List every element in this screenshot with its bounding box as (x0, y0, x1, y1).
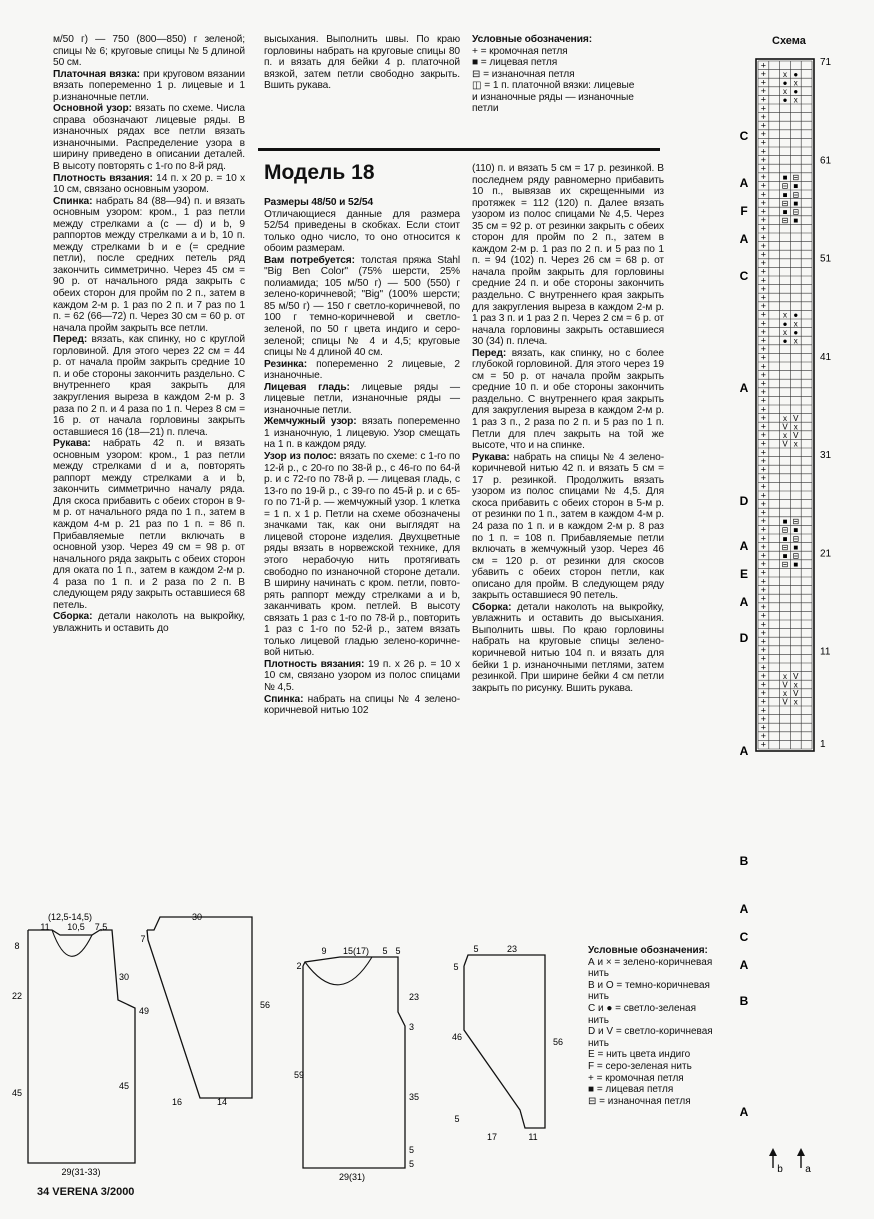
row-number: 61 (820, 155, 832, 167)
edge-stitch-mark: + (760, 163, 767, 174)
dimension-label: 49 (138, 1006, 150, 1016)
pattern-stitch-mark: ● (782, 95, 788, 105)
dimension-label: 45 (11, 1088, 23, 1098)
edge-stitch-mark: + (760, 653, 767, 664)
dimension-label: 46 (451, 1032, 463, 1042)
edge-stitch-mark: + (760, 240, 767, 251)
pattern-stitch-mark: ■ (782, 517, 788, 527)
pattern-stitch-mark: ⊟ (792, 207, 800, 217)
edge-stitch-mark: + (760, 705, 767, 716)
row-color-letter: A (739, 902, 749, 916)
pattern-stitch-mark: ● (782, 336, 788, 346)
dimension-label: 23 (506, 944, 518, 954)
edge-stitch-mark: + (760, 266, 767, 277)
edge-stitch-mark: + (760, 541, 767, 552)
row-color-letter: A (739, 232, 749, 246)
pattern-stitch-mark: ● (782, 319, 788, 329)
edge-stitch-mark: + (760, 533, 767, 544)
pattern-stitch-mark: x (783, 69, 787, 79)
row-color-letter: C (739, 129, 749, 143)
paragraph-text: вязать, как спинку, но с круглой горловиной. Для этого через 22 см = 44 р. от начала пройм закрыть средние 10 п. и обе стороны закончить раздельно. С внутреннего края закрыть для закругления выреза в каждом 2-м р. 3 раза по 2 п. и 4 раза по 1 п. Через 8 см = 16 р. от начала горловины закрыть оставшиеся 16 (18—21) п. плеча. (53, 334, 245, 438)
row-color-letter: A (739, 595, 749, 609)
dimension-label: 8 (14, 941, 20, 951)
paragraph-text: толстая пряжа Stahl "Big Ben Color" (75% шерсти, 25% полиамида; 105 м/50 г) — 500 (550) г зелено-коричневой; "Big" (100% шерсти; 85 м/50 г) — 150 г светло-коричневой, по 100 г темно-коричневой и светло-зеленой, по 50 г цвета индиго и серо-зеленой; спицы № 4 и 4,5; круговые спицы № 4 длиной 40 см. (264, 254, 461, 359)
paragraph-heading: Рукава: (53, 438, 91, 450)
edge-stitch-mark: + (760, 292, 767, 303)
pattern-stitch-mark: ⊟ (792, 190, 800, 200)
paragraph-heading: Сборка: (53, 611, 93, 623)
edge-stitch-mark: + (760, 223, 767, 234)
legend-item: D и V = светло-коричневая нить (588, 1026, 713, 1049)
dimension-top: (12,5-14,5) (47, 912, 93, 922)
edge-stitch-mark: + (760, 593, 767, 604)
edge-stitch-mark: + (760, 369, 767, 380)
edge-stitch-mark: + (760, 103, 767, 114)
dimension-label: 9 (321, 946, 327, 956)
edge-stitch-mark: + (760, 524, 767, 535)
paragraph-heading: Платочная вязка: (53, 68, 140, 80)
edge-stitch-mark: + (760, 172, 767, 183)
paragraph-heading: Лицевая гладь: (264, 381, 350, 393)
edge-stitch-mark: + (760, 688, 767, 699)
pattern-stitch-mark: x (783, 87, 787, 97)
edge-stitch-mark: + (760, 731, 767, 742)
pattern-stitch-mark: V (782, 680, 788, 690)
edge-stitch-mark: + (760, 318, 767, 329)
edge-stitch-mark: + (760, 395, 767, 406)
edge-stitch-mark: + (760, 146, 767, 157)
paragraph-text: лицевые ряды — лицевые петли, изнаночные ряды — изнаночные петли. (264, 381, 461, 416)
edge-stitch-mark: + (760, 576, 767, 587)
edge-stitch-mark: + (760, 197, 767, 208)
edge-stitch-mark: + (760, 215, 767, 226)
row-number: 51 (820, 253, 832, 265)
row-color-letter: A (739, 539, 749, 553)
edge-stitch-mark: + (760, 275, 767, 286)
edge-stitch-mark: + (760, 670, 767, 681)
paragraph-text: попеременно 2 лицевые, 2 изнаночные. (264, 358, 460, 382)
pattern-stitch-mark: x (783, 327, 787, 337)
dimension-label: 11 (528, 1132, 538, 1142)
edge-stitch-mark: + (760, 498, 767, 509)
paragraph-heading: Жемчужный узор: (264, 416, 357, 428)
edge-stitch-mark: + (760, 249, 767, 260)
edge-stitch-mark: + (760, 550, 767, 561)
page-footer: 34 VERENA 3/2000 (37, 1186, 135, 1198)
edge-stitch-mark: + (760, 438, 767, 449)
pattern-stitch-mark: ● (782, 78, 788, 88)
pattern-stitch-mark: ■ (793, 525, 799, 535)
edge-stitch-mark: + (760, 232, 767, 243)
model-title: Модель 18 (264, 161, 375, 184)
row-color-letter: F (740, 204, 748, 218)
edge-stitch-mark: + (760, 430, 767, 441)
edge-stitch-mark: + (760, 636, 767, 647)
pattern-stitch-mark: ⊟ (792, 534, 800, 544)
legend-item: ◫ = 1 п. платочной вязки: лицевые и изнаночные ряды — изнаночные петли (472, 80, 635, 115)
edge-stitch-mark: + (760, 584, 767, 595)
edge-stitch-mark: + (760, 86, 767, 97)
edge-stitch-mark: + (760, 447, 767, 458)
paragraph-text: детали наколоть на выкройку, увлажнить и оставить до высыхания. Выполнить швы. По краю горловины набрать на круговые спицы зелено-коричневой нитью 104 п. и вязать для бейки 1 р. изнаночными петлями, затем резинкой. При ширине бейки 4 см петли закрыть по рисунку. Вшить рукава. (472, 601, 664, 694)
arrow-b-head (769, 1148, 777, 1156)
dimension-label: 5 (395, 946, 401, 956)
pattern-stitch-mark: x (793, 319, 798, 329)
edge-stitch-mark: + (760, 378, 767, 389)
paragraph-heading: Основной узор: (53, 103, 132, 115)
row-color-letter: C (739, 269, 749, 283)
edge-stitch-mark: + (760, 567, 767, 578)
edge-stitch-mark: + (760, 507, 767, 518)
pattern-stitch-mark: ■ (793, 198, 799, 208)
edge-stitch-mark: + (760, 473, 767, 484)
dimension-label: 59 (293, 1070, 305, 1080)
row-number: 1 (820, 739, 826, 750)
row-color-letter: A (739, 176, 749, 190)
row-number: 21 (820, 548, 832, 560)
edge-stitch-mark: + (760, 180, 767, 191)
pattern-stitch-mark: ■ (782, 551, 788, 561)
legend-item: А и × = зелено-коричневая нить (588, 956, 713, 980)
paragraph-text: набрать на спицы № 4 зелено-коричневой нитью 42 п. и вязать 5 см = 17 р. резинкой. Продолжить вязать узором из полос спицами № 4,5. Для скоса прибавить с обеих сторон в 5-м р. от резинки по 1 п., затем в каждом 4-м р. 24 раза по 1 п. и в каждом 2-м р. 8 раз по 1 п. = 108 п. Прибавляемые петли включать в жемчужный узор. Через 46 см = 120 р. от резинки для скосов убавить с обеих сторон петли, как описано для пройм. В следующем ряду закрыть оставшиеся 90 петель. (472, 451, 664, 602)
edge-stitch-mark: + (760, 258, 767, 269)
row-color-letter: A (739, 381, 749, 395)
dimension-label: 56 (553, 1037, 564, 1047)
dimension-label: 23 (409, 992, 420, 1002)
edge-stitch-mark: + (760, 610, 767, 621)
dimension-label: 15(17) (342, 946, 370, 956)
legend-title: Условные обозначения: (472, 34, 592, 45)
legend-title: Условные обозначения: (588, 945, 708, 956)
edge-stitch-mark: + (760, 111, 767, 122)
row-number: 31 (820, 450, 832, 462)
edge-stitch-mark: + (760, 154, 767, 165)
edge-stitch-mark: + (760, 696, 767, 707)
pattern-stitch-mark: x (793, 336, 798, 346)
row-color-letter: A (739, 1105, 749, 1119)
pattern-stitch-mark: x (793, 697, 798, 707)
edge-stitch-mark: + (760, 206, 767, 217)
edge-stitch-mark: + (760, 60, 767, 71)
paragraph-text: набрать на спицы № 4 зелено-коричневой нитью 102 (264, 693, 460, 717)
pattern-stitch-mark: ⊟ (781, 525, 789, 535)
row-color-letter: C (739, 930, 749, 944)
paragraph-heading: Резинка: (264, 358, 308, 370)
row-color-letter: E (739, 567, 749, 581)
paragraph-heading: Плотность вязания: (53, 172, 153, 184)
paragraph-heading: Перед: (472, 347, 507, 359)
paragraph-text: м/50 г) — 750 (800—850) г зеленой; спицы № 6; круговые спицы № 5 длиной 50 см. (53, 34, 245, 69)
pattern-stitch-mark: V (793, 671, 799, 681)
edge-stitch-mark: + (760, 137, 767, 148)
edge-stitch-mark: + (760, 662, 767, 673)
paragraph-text: 19 п. х 26 р. = 10 х 10 см, связано узором из полос спицами № 4,5. (264, 658, 460, 693)
dimension-label: 7,5 (94, 922, 108, 932)
row-number: 41 (820, 351, 832, 363)
pattern-stitch-mark: ● (793, 327, 799, 337)
paragraph-heading: Спинка: (264, 693, 304, 705)
paragraph-text: вязать, как спинку, но с более глубокой горловиной. Для этого через 19 см = 50 р. от начала пройм закрыть средние 10 п. и обе стороны закончить раздельно. С внутреннего края закрыть для закругления выреза в каждом 2-м р. 1 раз 3 п., 2 раза по 2 п. и 5 раз по 1 п. Петли для плеч закрыть на той же высоте, что и на спинке. (472, 347, 664, 452)
dimension-label: 29(31) (338, 1172, 366, 1182)
paragraph-text: набрать 84 (88—94) п. и вязать основным узором: кром., 1 раз петли между стрелками а (с — d) и b, 9 раппортов между стрелками а и b, 10 п. между стрелками b и е (= средние петли), после средних петель ряд закончить симметрично. Через 45 см = 90 р. от начального ряда закрыть с обеих сторон для пройм по 2 п., затем в каждом 2-м р. 1 раз по 2 п. и 7 раз по 1 п. = 62 (66—72) п. Через 30 см = 60 р. от начала пройм закрыть все петли. (53, 195, 245, 334)
pattern-stitch-mark: ⊟ (781, 198, 789, 208)
dimension-label: 5 (454, 1114, 460, 1124)
edge-stitch-mark: + (760, 619, 767, 630)
edge-stitch-mark: + (760, 602, 767, 613)
edge-stitch-mark: + (760, 301, 767, 312)
pattern-stitch-mark: x (793, 439, 798, 449)
edge-stitch-mark: + (760, 404, 767, 415)
legend-item: В и О = темно-коричневая нить (588, 979, 710, 1003)
schema-title: Схема (772, 35, 806, 47)
dimension-label: 17 (486, 1132, 498, 1142)
edge-stitch-mark: + (760, 326, 767, 337)
legend-item: + = кромочная петля (472, 45, 568, 57)
legend-item: Е = нить цвета индиго (588, 1049, 691, 1061)
model18-sleeve-outline (464, 955, 545, 1128)
pattern-stitch-mark: x (793, 422, 798, 432)
paragraph-text: вязать по схеме: с 1-го по 12-й р., с 20-го по 38-й р., с 46-го по 64-й р. и с 72-го по 78-й р. — лицевая гладь, с 13-го по 19-й р., с 39-го по 45-й р. и с 65-го по 71-й р. — жемчужный узор. 1 клетка = 1 п. х 1 р. Петли на схеме обозначены значками так, как они выглядят на лицевой стороне изделия. Двухцветные ряды вязать в норвежской технике, для этого нерабочую нить протягивать свободно по изнаночной стороне детали. В ширину начинать с кром. петли, повторять раппорт между стрелками а и b, заканчивать кром. петлей. В высоту связать 1 раз с 1-го по 78-й р., повторить 1 раз с 1-го по 52-й р., затем вязать только лицевой гладью зелено-коричневой нитью. (264, 451, 460, 659)
pattern-stitch-mark: ■ (793, 560, 799, 570)
edge-stitch-mark: + (760, 490, 767, 501)
edge-stitch-mark: + (760, 361, 767, 372)
pattern-stitch-mark: x (783, 413, 787, 423)
dimension-label: 5 (453, 962, 459, 972)
dimension-label: 5 (409, 1159, 415, 1169)
pattern-stitch-mark: ■ (782, 207, 788, 217)
dimension-label: 30 (118, 972, 130, 982)
paragraph-heading: Плотность вязания: (264, 658, 365, 670)
dimension-label: 5 (409, 1145, 415, 1155)
edge-stitch-mark: + (760, 77, 767, 88)
pattern-stitch-mark: V (793, 413, 799, 423)
dimension-label: 29(31-33) (61, 1167, 101, 1177)
edge-stitch-mark: + (760, 481, 767, 492)
paragraph-text: вязать по схеме. Числа справа обозначают лицевые ряды. В изнаночных рядах все петли вязать изнаночными. Распределение узора в ширину приведено в описании деталей. В высоту повторять с 1-го по 8-й ряд. (53, 103, 245, 173)
pattern-stitch-mark: ■ (793, 216, 799, 226)
paragraph-text: Отличающиеся данные для размера 52/54 приведены в скобках. Если стоит только одно число, то оно относится к обоим размерам. (264, 208, 460, 255)
edge-stitch-mark: + (760, 645, 767, 656)
paragraph-heading: Рукава: (472, 451, 510, 463)
back-piece-outline (28, 930, 135, 1163)
model18-back-outline (303, 957, 405, 1168)
edge-stitch-mark: + (760, 189, 767, 200)
legend-item: ■ = лицевая петля (472, 57, 558, 69)
pattern-stitch-mark: ■ (793, 181, 799, 191)
pattern-stitch-mark: ● (793, 69, 799, 79)
pattern-stitch-mark: x (793, 95, 798, 105)
legend-item: ⊟ = изнаночная петля (588, 1095, 691, 1107)
pattern-stitch-mark: V (782, 422, 788, 432)
edge-stitch-mark: + (760, 464, 767, 475)
dimension-label: 5 (473, 944, 479, 954)
paragraph-text: набрать 42 п. и вязать основным узором: кром., 1 раз петли между стрелками d и а, повторять раппорт между стрелками а и b, закончить симметрично началу ряда. Для скоса прибавить с обеих сторон в 9-м р. от начального ряда по 1 п., затем в каждом 4-м р. 21 раз по 1 п. = 86 п. Прибавляемые петли включать в основной узор. Через 49 см = 98 р. от начального ряда закрыть с обеих сторон для оката по 1 п., затем в каждом 2-м р. 4 раза по 1 п. и 2 раза по 2 п. В следующем ряду закрыть оставшиеся 68 петель. (53, 438, 245, 611)
dimension-label: 2 (296, 961, 302, 971)
edge-stitch-mark: + (760, 94, 767, 105)
pattern-stitch-mark: x (783, 689, 787, 699)
row-color-letter: B (739, 994, 749, 1008)
pattern-stitch-mark: ■ (782, 534, 788, 544)
paragraph-heading: Сборка: (472, 601, 512, 613)
paragraph-heading: Спинка: (53, 195, 93, 207)
dimension-label: 5 (382, 946, 388, 956)
legend-item: ⊟ = изнаночная петля (472, 68, 575, 80)
pattern-stitch-mark: ⊟ (781, 181, 789, 191)
edge-stitch-mark: + (760, 283, 767, 294)
edge-stitch-mark: + (760, 516, 767, 527)
pattern-stitch-mark: V (782, 697, 788, 707)
edge-stitch-mark: + (760, 713, 767, 724)
edge-stitch-mark: + (760, 129, 767, 140)
row-color-letter: D (739, 494, 749, 508)
edge-stitch-mark: + (760, 559, 767, 570)
pattern-stitch-mark: ⊟ (781, 542, 789, 552)
dimension-label: 11 (40, 922, 50, 932)
dimension-label: 7 (140, 934, 146, 944)
pattern-stitch-mark: ⊟ (781, 560, 789, 570)
pattern-stitch-mark: x (793, 78, 798, 88)
dimension-label: 14 (216, 1097, 228, 1107)
edge-stitch-mark: + (760, 739, 767, 750)
paragraph-text: (110) п. и вязать 5 см = 17 р. резинкой. В последнем ряду равномерно прибавить 10 п., вывязав их скрещенными из протяжек = 112 (120) п. Далее вязать узором из полос спицами № 4,5. Через 35 см = 92 р. от резинки закрыть с обеих сторон для пройм по 2 п., затем в каждом 2-м р. 1 раз по 2 п. и 5 раз по 1 п. = 94 (102) п. Через 26 см = 68 р. от начала пройм закрыть для горловины средние 24 п. и обе стороны закончить раздельно. С внутреннего края закрыть для закругления выреза в каждом 2-м р. 1 раз 3 п. и 1 раз 2 п. Через 2 см = 6 р. от начала горловины закрыть оставшиеся 30 (34) п. плеча. (472, 163, 664, 348)
row-number: 71 (820, 57, 832, 68)
pattern-stitch-mark: ⊟ (792, 173, 800, 183)
dimension-label: 45 (118, 1081, 130, 1091)
paragraph-heading: Узор из полос: (264, 451, 337, 463)
pattern-stitch-mark: ● (793, 87, 799, 97)
dimension-label: 56 (260, 1000, 271, 1010)
edge-stitch-mark: + (760, 421, 767, 432)
legend-item: С и ● = светло-зеленая нить (588, 1002, 697, 1026)
paragraph-text: вязать попеременно 1 изнаночную, 1 лицевую. Узор смещать на 1 п. в каждом ряду. (264, 416, 460, 451)
pattern-stitch-mark: ⊟ (792, 551, 800, 561)
row-color-letter: B (739, 854, 749, 868)
legend-item: ■ = лицевая петля (588, 1084, 674, 1096)
pattern-stitch-mark: x (783, 431, 787, 441)
pattern-stitch-mark: ⊟ (792, 517, 800, 527)
dimension-label: 3 (409, 1022, 415, 1032)
paragraph-heading: Размеры 48/50 и 52/54 (264, 197, 374, 208)
arrow-a-label: a (805, 1164, 811, 1175)
pattern-stitch-mark: x (783, 671, 787, 681)
dimension-label: 30 (191, 912, 203, 922)
paragraph-text: при круговом вязании вязать попеременно 1 р. лицевые и 1 р.изнаночные петли. (53, 68, 245, 103)
pattern-stitch-mark: x (793, 680, 798, 690)
pattern-stitch-mark: ■ (782, 190, 788, 200)
edge-stitch-mark: + (760, 412, 767, 423)
paragraph-heading: Перед: (53, 334, 88, 346)
edge-stitch-mark: + (760, 352, 767, 363)
edge-stitch-mark: + (760, 455, 767, 466)
pattern-stitch-mark: V (793, 689, 799, 699)
edge-stitch-mark: + (760, 722, 767, 733)
paragraph-text: высыхания. Выполнить швы. По краю горловины набрать на круговые спицы 80 п. и вязать для бейки 4 р. платочной вязкой, затем петли свободно закрыть. Вшить рукава. (264, 34, 460, 92)
edge-stitch-mark: + (760, 387, 767, 398)
legend-item: F = серо-зеленая нить (588, 1060, 692, 1072)
pattern-stitch-mark: ⊟ (781, 216, 789, 226)
row-color-letter: A (739, 958, 749, 972)
edge-stitch-mark: + (760, 309, 767, 320)
pattern-stitch-mark: ■ (782, 173, 788, 183)
pattern-stitch-mark: V (782, 439, 788, 449)
edge-stitch-mark: + (760, 120, 767, 131)
dimension-label: 22 (11, 991, 23, 1001)
pattern-stitch-mark: ■ (793, 542, 799, 552)
legend-item: + = кромочная петля (588, 1072, 684, 1084)
pattern-stitch-mark: ● (793, 310, 799, 320)
row-color-letter: A (739, 744, 749, 758)
edge-stitch-mark: + (760, 335, 767, 346)
pattern-stitch-mark: V (793, 431, 799, 441)
dimension-label: 10,5 (67, 922, 85, 932)
arrow-b-label: b (777, 1164, 783, 1175)
dimension-label: 16 (171, 1097, 183, 1107)
paragraph-heading: Вам потребуется: (264, 254, 355, 266)
paragraph-text: детали наколоть на выкройку, увлажнить и оставить до (53, 611, 245, 634)
sleeve-outline (147, 917, 252, 1098)
edge-stitch-mark: + (760, 627, 767, 638)
row-number: 11 (820, 646, 831, 658)
row-color-letter: D (739, 631, 749, 645)
edge-stitch-mark: + (760, 68, 767, 79)
paragraph-text: 14 п. х 20 р. = 10 х 10 см, связано основным узором. (53, 172, 245, 196)
dimension-label: 35 (409, 1092, 420, 1102)
edge-stitch-mark: + (760, 679, 767, 690)
pattern-stitch-mark: x (783, 310, 787, 320)
edge-stitch-mark: + (760, 344, 767, 355)
arrow-a-head (797, 1148, 805, 1156)
